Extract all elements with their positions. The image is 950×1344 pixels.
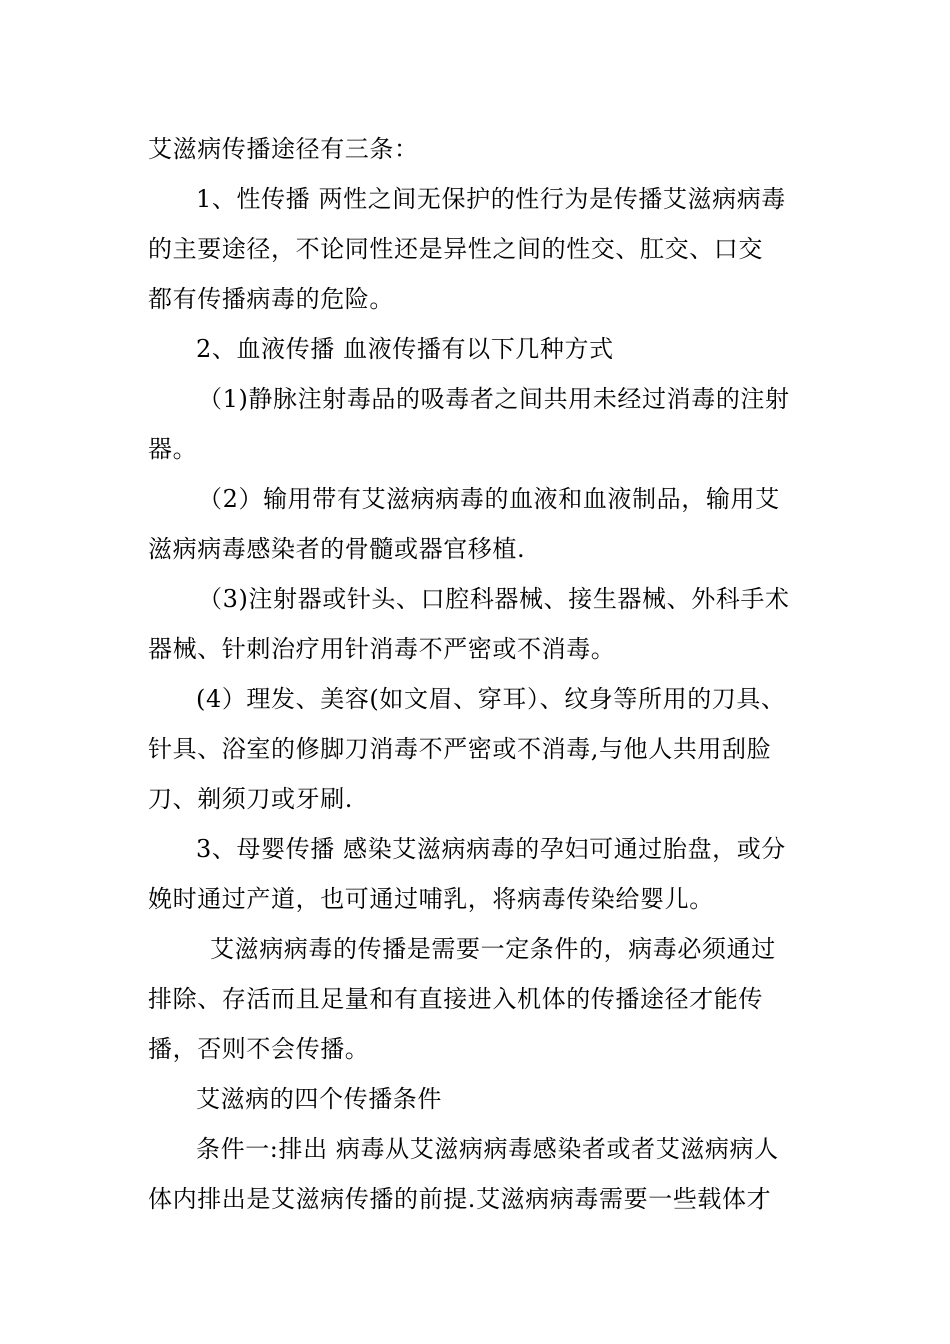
paragraph-line: 器械、针刺治疗用针消毒不严密或不消毒。 — [148, 635, 616, 663]
paragraph-line: （3)注射器或针头、口腔科器械、接生器械、外科手术 — [198, 585, 790, 613]
paragraph-line: (4）理发、美容(如文眉、穿耳）、纹身等所用的刀具、 — [196, 685, 786, 713]
paragraph-line: 体内排出是艾滋病传播的前提.艾滋病病毒需要一些载体才 — [148, 1185, 772, 1213]
paragraph-line: （2）输用带有艾滋病病毒的血液和血液制品，输用艾 — [198, 485, 780, 513]
paragraph-line: 娩时通过产道，也可通过哺乳，将病毒传染给婴儿。 — [148, 885, 714, 913]
paragraph-line: 滋病病毒感染者的骨髓或器官移植. — [148, 535, 526, 563]
paragraph-line: 排除、存活而且足量和有直接进入机体的传播途径才能传 — [148, 985, 763, 1013]
intro-line: 艾滋病传播途径有三条： — [148, 135, 419, 163]
paragraph-line: 刀、剃须刀或牙刷. — [148, 785, 354, 813]
paragraph-line: 2、血液传播 血液传播有以下几种方式 — [196, 335, 614, 363]
paragraph-line: 1、性传播 两性之间无保护的性行为是传播艾滋病病毒 — [196, 185, 786, 213]
paragraph-line: 都有传播病毒的危险。 — [148, 285, 394, 313]
paragraph-line: 播，否则不会传播。 — [148, 1035, 370, 1063]
paragraph-line: 的主要途径，不论同性还是异性之间的性交、肛交、口交 — [148, 235, 763, 263]
paragraph-line: 针具、浴室的修脚刀消毒不严密或不消毒,与他人共用刮脸 — [148, 735, 772, 763]
paragraph-line: 3、母婴传播 感染艾滋病病毒的孕妇可通过胎盘，或分 — [196, 835, 786, 863]
paragraph-line: （1)静脉注射毒品的吸毒者之间共用未经过消毒的注射 — [198, 385, 790, 413]
section-heading: 艾滋病的四个传播条件 — [196, 1085, 442, 1113]
paragraph-line: 器。 — [148, 435, 198, 463]
paragraph-line: 艾滋病病毒的传播是需要一定条件的，病毒必须通过 — [210, 935, 776, 963]
paragraph-line: 条件一:排出 病毒从艾滋病病毒感染者或者艾滋病病人 — [196, 1135, 779, 1163]
